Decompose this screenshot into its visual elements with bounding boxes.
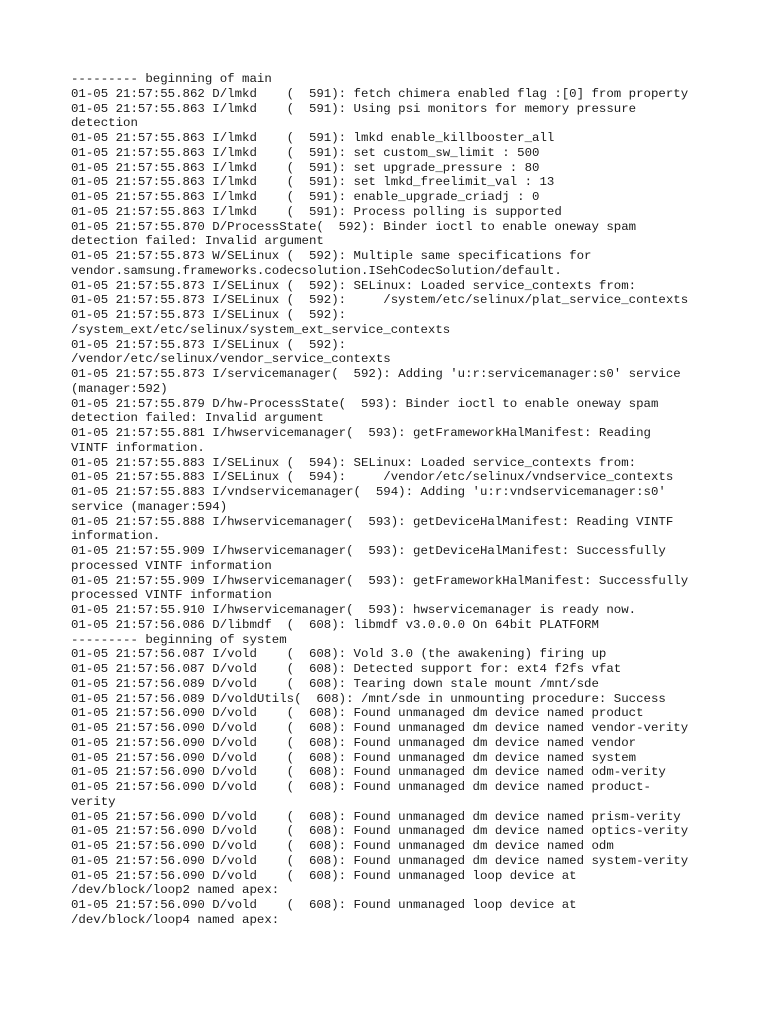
log-line: vendor.samsung.frameworks.codecsolution.ISehCodecSolution/default. xyxy=(71,263,562,278)
log-line: 01-05 21:57:55.873 W/SELinux ( 592): Multiple same specifications for xyxy=(71,249,592,263)
log-line: 01-05 21:57:56.090 D/vold ( 608): Found unmanaged dm device named product- xyxy=(71,780,651,794)
log-line: detection failed: Invalid argument xyxy=(71,234,324,249)
log-line: 01-05 21:57:55.873 I/SELinux ( 592): xyxy=(71,337,347,352)
log-line: 01-05 21:57:56.090 D/vold ( 608): Found unmanaged dm device named vendor xyxy=(71,735,637,750)
log-line: 01-05 21:57:56.090 D/vold ( 608): Found unmanaged dm device named product xyxy=(71,706,644,721)
log-line: 01-05 21:57:55.863 I/lmkd ( 591): Using psi monitors for memory pressure xyxy=(71,101,637,116)
log-line: 01-05 21:57:55.863 I/lmkd ( 591): Process polling is supported xyxy=(71,204,562,219)
log-line: 01-05 21:57:55.863 I/lmkd ( 591): enable_upgrade_criadj : 0 xyxy=(71,190,540,204)
log-line: 01-05 21:57:55.883 I/vndservicemanager( 594): Adding 'u:r:vndservicemanager:s0' xyxy=(71,485,666,499)
log-line: detection failed: Invalid argument xyxy=(71,411,324,426)
log-text-block xyxy=(71,72,711,928)
log-line: --------- beginning of main xyxy=(71,72,272,86)
log-line: 01-05 21:57:56.086 D/libmdf ( 608): libmdf v3.0.0.0 On 64bit PLATFORM xyxy=(71,617,599,632)
log-line: processed VINTF information xyxy=(71,558,272,573)
log-line: 01-05 21:57:56.090 D/vold ( 608): Found unmanaged dm device named odm xyxy=(71,839,614,853)
log-line: 01-05 21:57:55.881 I/hwservicemanager( 593): getFrameworkHalManifest: Reading xyxy=(71,426,651,440)
log-line: information. xyxy=(71,529,161,544)
log-line: 01-05 21:57:56.087 I/vold ( 608): Vold 3.0 (the awakening) firing up xyxy=(71,647,607,662)
log-line: 01-05 21:57:55.862 D/lmkd ( 591): fetch chimera enabled flag :[0] from property xyxy=(71,86,689,101)
log-line: 01-05 21:57:56.090 D/vold ( 608): Found unmanaged loop device at xyxy=(71,868,577,883)
log-line: 01-05 21:57:55.910 I/hwservicemanager( 593): hwservicemanager is ready now. xyxy=(71,603,637,617)
log-line: detection xyxy=(71,116,138,131)
log-line: 01-05 21:57:55.870 D/ProcessState( 592): Binder ioctl to enable oneway spam xyxy=(71,219,637,234)
log-line: 01-05 21:57:55.863 I/lmkd ( 591): lmkd enable_killbooster_all xyxy=(71,131,555,145)
log-line: 01-05 21:57:55.888 I/hwservicemanager( 593): getDeviceHalManifest: Reading VINTF xyxy=(71,514,674,529)
log-line: 01-05 21:57:55.909 I/hwservicemanager( 593): getFrameworkHalManifest: Successfully xyxy=(71,573,689,588)
log-line: verity xyxy=(71,794,116,809)
log-line: 01-05 21:57:56.090 D/vold ( 608): Found unmanaged loop device at xyxy=(71,898,577,912)
log-line: 01-05 21:57:55.883 I/SELinux ( 594): SELinux: Loaded service_contexts from: xyxy=(71,455,637,470)
log-line: 01-05 21:57:56.090 D/vold ( 608): Found unmanaged dm device named vendor-verity xyxy=(71,721,689,735)
log-line: processed VINTF information xyxy=(71,588,272,603)
log-line: service (manager:594) xyxy=(71,499,228,514)
log-line: 01-05 21:57:55.863 I/lmkd ( 591): set upgrade_pressure : 80 xyxy=(71,160,540,175)
log-line: /dev/block/loop4 named apex: xyxy=(71,912,280,927)
log-line: 01-05 21:57:56.090 D/vold ( 608): Found unmanaged dm device named odm-verity xyxy=(71,765,666,780)
log-line: 01-05 21:57:56.090 D/vold ( 608): Found unmanaged dm device named prism-verity xyxy=(71,809,681,824)
log-line: VINTF information. xyxy=(71,440,205,455)
log-line: /system_ext/etc/selinux/system_ext_service_contexts xyxy=(71,322,451,337)
log-line: 01-05 21:57:56.090 D/vold ( 608): Found unmanaged dm device named system-verity xyxy=(71,853,689,868)
log-line: 01-05 21:57:55.863 I/lmkd ( 591): set custom_sw_limit : 500 xyxy=(71,145,540,160)
log-line: 01-05 21:57:55.883 I/SELinux ( 594): /vendor/etc/selinux/vndservice_contexts xyxy=(71,470,674,485)
log-line: 01-05 21:57:56.089 D/voldUtils( 608): /mnt/sde in unmounting procedure: Success xyxy=(71,691,666,706)
log-line: /vendor/etc/selinux/vendor_service_contexts xyxy=(71,352,391,367)
log-line: 01-05 21:57:55.909 I/hwservicemanager( 593): getDeviceHalManifest: Successfully xyxy=(71,544,666,558)
log-line: 01-05 21:57:55.873 I/SELinux ( 592): SELinux: Loaded service_contexts from: xyxy=(71,278,637,293)
log-line: 01-05 21:57:55.863 I/lmkd ( 591): set lmkd_freelimit_val : 13 xyxy=(71,175,555,190)
log-line: 01-05 21:57:56.087 D/vold ( 608): Detected support for: ext4 f2fs vfat xyxy=(71,662,622,676)
log-line: 01-05 21:57:55.873 I/SELinux ( 592): /system/etc/selinux/plat_service_contexts xyxy=(71,293,689,308)
log-line: 01-05 21:57:55.873 I/servicemanager( 592): Adding 'u:r:servicemanager:s0' service xyxy=(71,367,681,381)
log-line: 01-05 21:57:56.090 D/vold ( 608): Found unmanaged dm device named system xyxy=(71,750,637,765)
log-line: /dev/block/loop2 named apex: xyxy=(71,883,280,898)
log-line: 01-05 21:57:55.873 I/SELinux ( 592): xyxy=(71,308,347,322)
log-line: (manager:592) xyxy=(71,381,168,396)
log-line: 01-05 21:57:56.090 D/vold ( 608): Found unmanaged dm device named optics-verity xyxy=(71,824,689,839)
log-line: 01-05 21:57:56.089 D/vold ( 608): Tearing down stale mount /mnt/sde xyxy=(71,676,599,691)
log-line: 01-05 21:57:55.879 D/hw-ProcessState( 593): Binder ioctl to enable oneway spam xyxy=(71,396,659,411)
log-line: --------- beginning of system xyxy=(71,632,287,647)
